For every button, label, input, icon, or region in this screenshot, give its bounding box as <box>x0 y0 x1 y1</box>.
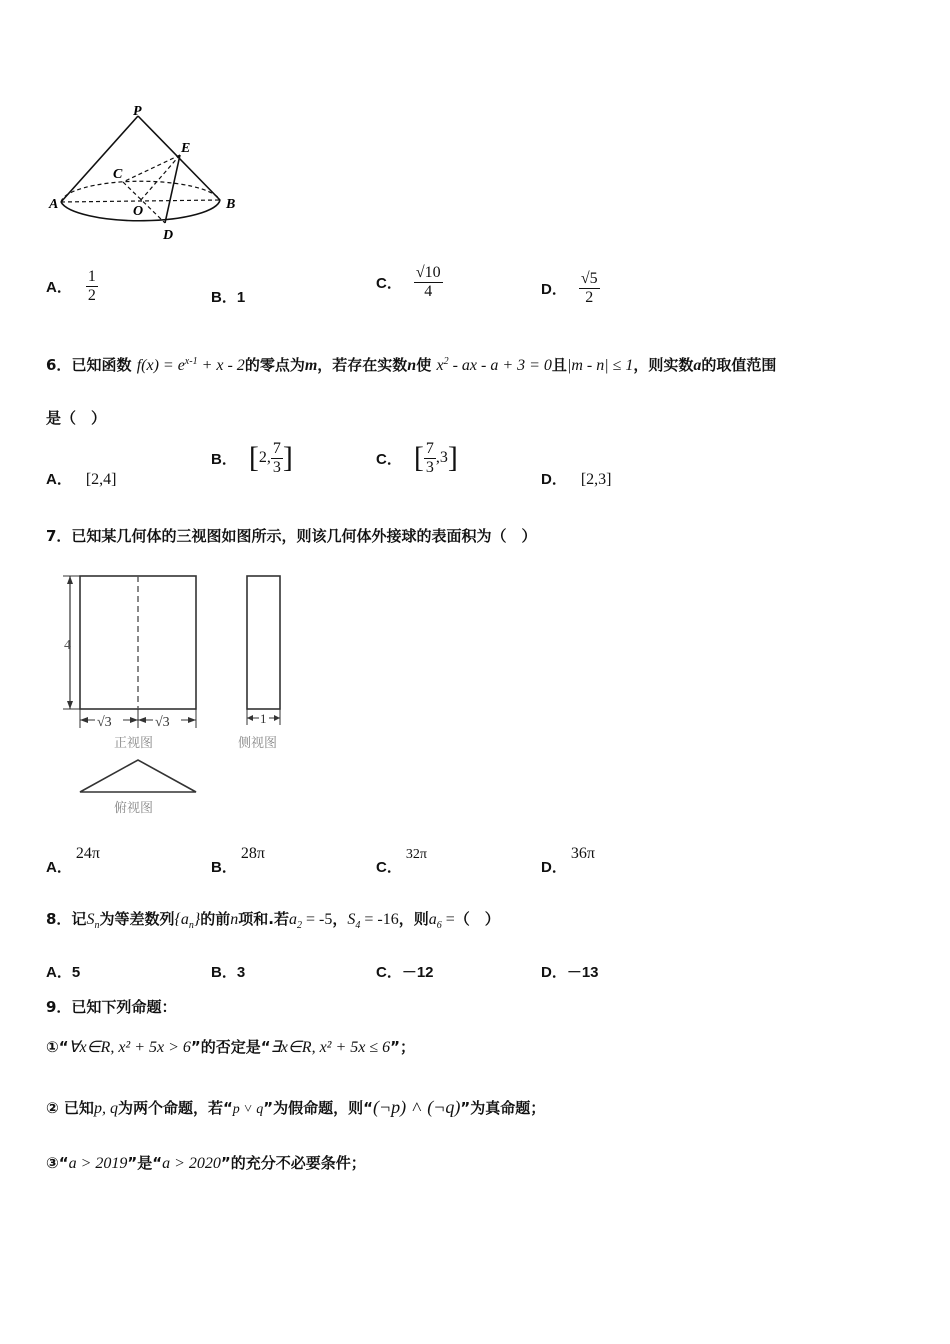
front-height-label: 4 <box>64 638 71 653</box>
q8-stem: 8．记$S_n$为等差数列$\{a_n\}$的前n项和.若$a_2 = -5$，$S_4 = -16$，则$a_6$ =（ ） <box>46 910 500 931</box>
segment-eo <box>140 155 180 201</box>
q6-option-a: A． [2,4] <box>46 471 117 488</box>
label-o: O <box>133 204 144 219</box>
front-width-label-2: √3 <box>155 715 170 730</box>
label-c: C <box>113 167 123 182</box>
q5-option-c: C． $\frac{√10}{4}$ <box>376 264 441 300</box>
three-view-figure <box>58 570 298 825</box>
q7-stem: 7．已知某几何体的三视图如图所示，则该几何体外接球的表面积为（ ） <box>46 527 537 545</box>
side-width-label: 1 <box>260 711 267 726</box>
q7-option-b: B．28π <box>211 845 265 876</box>
q7-option-d: D．36π <box>541 845 595 876</box>
label-e: E <box>181 141 191 156</box>
q6-option-b: B． [ 2, $\frac{7}{3}$ ] <box>211 440 293 476</box>
cone-figure <box>45 105 245 245</box>
label-d: D <box>163 228 174 243</box>
segment-ed <box>165 155 180 223</box>
q9-statement-2: ② 已知p, q为两个命题，若“p ˅ q”为假命题，则“(¬p) ˄ (¬q)”为真命题； <box>46 1097 546 1117</box>
q6-option-c: C． [ $\frac{7}{3}$ ,3 ] <box>376 440 458 476</box>
segment-cd <box>123 182 165 223</box>
q7-option-a: A．24π <box>46 845 100 876</box>
q5-option-d: D． $\frac{√5}{2}$ <box>541 270 598 306</box>
q9-title: 9．已知下列命题： <box>46 998 177 1016</box>
q8-option-a: A．5 <box>46 964 81 981</box>
q9-statement-3: ③“a > 2019”是“a > 2020”的充分不必要条件； <box>46 1154 366 1172</box>
q5-option-b: B．1 <box>211 289 246 306</box>
label-p: P <box>133 105 142 119</box>
q8-option-d: D．－13 <box>541 964 599 981</box>
q8-option-b: B．3 <box>211 964 246 981</box>
side-view-label: 侧视图 <box>238 736 278 751</box>
segment-ec <box>123 155 180 182</box>
front-width-label-1: √3 <box>97 715 112 730</box>
label-b: B <box>226 197 236 212</box>
q5-option-a: A． $\frac{1}{2}$ <box>46 268 96 304</box>
side-view-rect <box>247 576 280 709</box>
label-a: A <box>49 197 59 212</box>
q7-option-c: C．32π <box>376 847 427 876</box>
q9-statement-1: ①“∀x∈R, x² + 5x > 6”的否定是“∃x∈R, x² + 5x ≤ 6”； <box>46 1038 415 1056</box>
front-view-label: 正视图 <box>114 736 154 751</box>
q8-option-c: C．－12 <box>376 964 434 981</box>
diameter-ab <box>61 200 220 202</box>
q6-stem: 6．已知函数 $f(x) = e^{x-1} + x - 2$的零点为m，若存在实数n使 $x^2$ - ax - a + 3 = 0且|m - n| ≤ 1，则实数a的取值范围 <box>46 356 777 374</box>
edge-pa <box>61 116 138 202</box>
top-view-label: 俯视图 <box>114 801 154 816</box>
q6-option-d: D． [2,3] <box>541 471 612 488</box>
top-view-triangle <box>80 760 196 792</box>
q6-stem-line2: 是（ ） <box>46 409 107 427</box>
